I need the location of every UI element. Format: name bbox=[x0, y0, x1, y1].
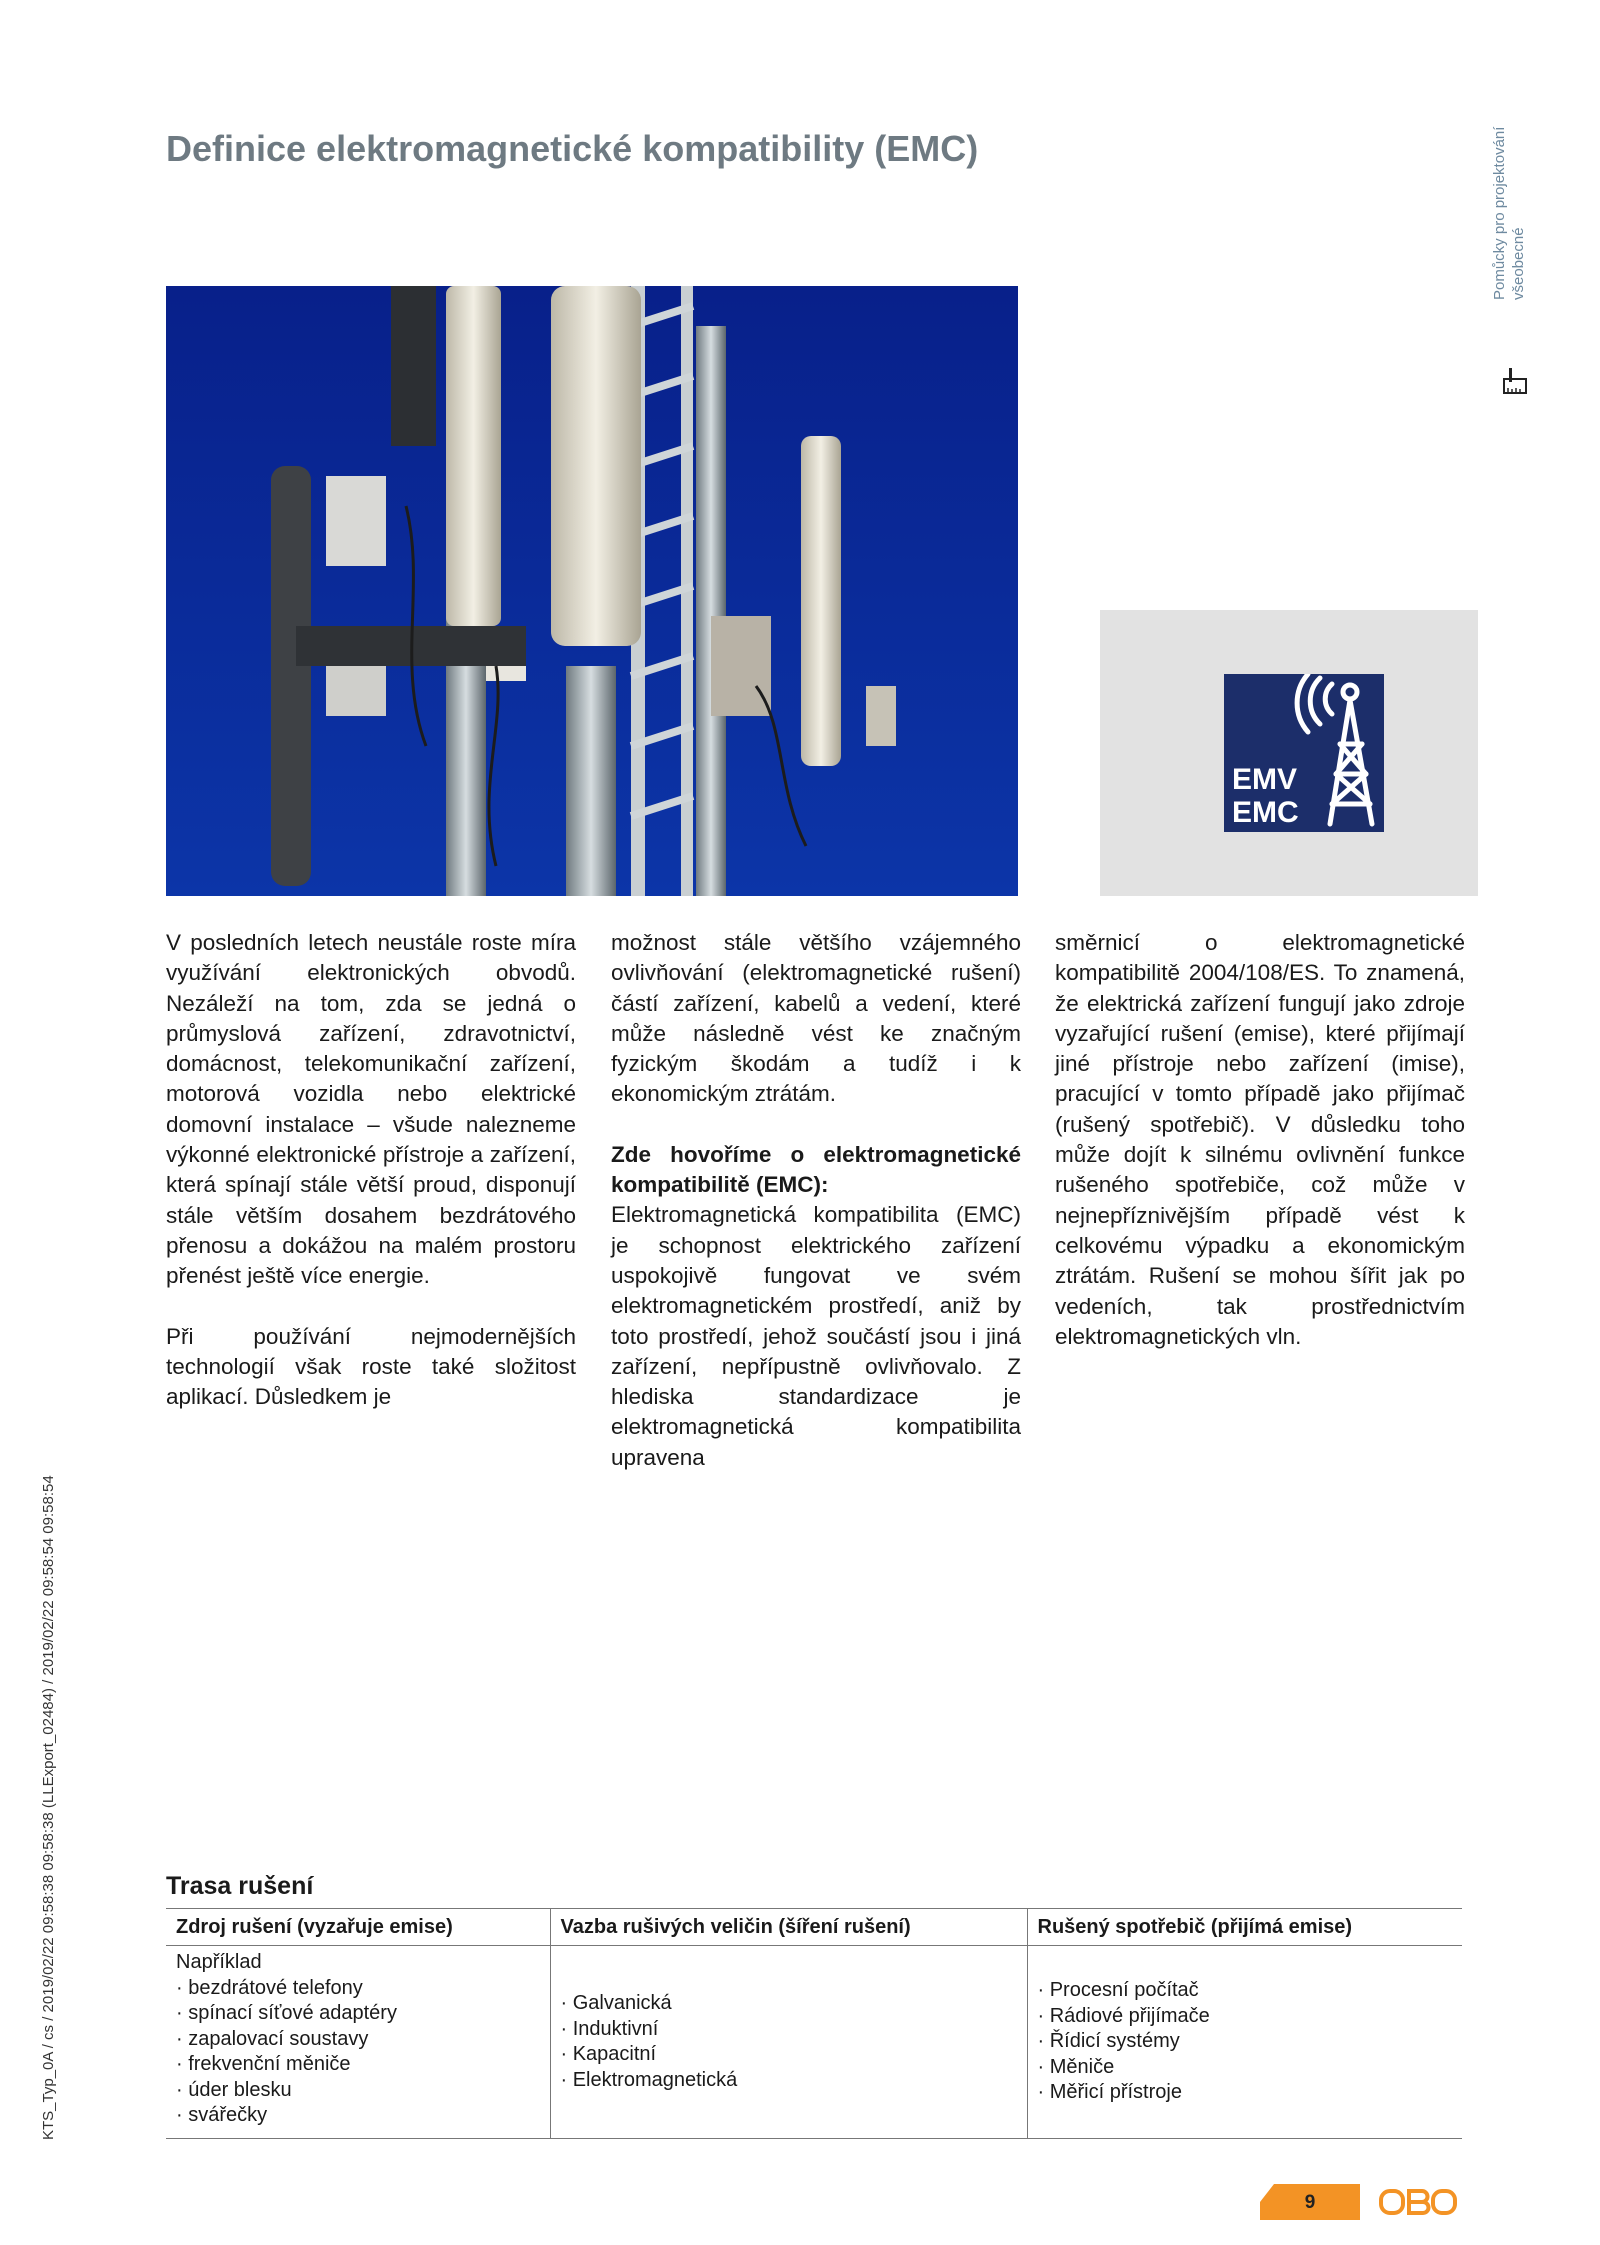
emc-symbol-panel bbox=[1100, 610, 1478, 896]
ruler-tools-icon bbox=[1500, 366, 1528, 396]
list-item: · bezdrátové telefony bbox=[176, 1976, 540, 2002]
paragraph: směrnicí o elektromagnetické kompatibilitě 2004/108/ES. To znamená, že elektrická zařízení fungují jako zdroje vyzařující rušení (emise), které přijímají jiné přístroje nebo zařízení (imise), pracující v tomto případě jako přijímač (rušený spotřebič). V důsledku toho může dojít k silnému ovlivnění funkce rušeného spotřebiče, což může v nejnepříznivějším případě vést k celkovému výpadku a ekonomickým ztrátám. Rušení se mohou šířit jak po vedeních, tak prostřednictvím elektromagnetických vln. bbox=[1055, 930, 1465, 1349]
paragraph: Při používání nejmodernějších technologií však roste také složitost aplikací. Důsledkem je bbox=[166, 1323, 576, 1410]
table-cell bbox=[166, 1946, 550, 2139]
interference-route-table bbox=[166, 1908, 1462, 2139]
page-number: 9 bbox=[1304, 2192, 1316, 2213]
document-meta-vertical: KTS_Typ_0A / cs / 2019/02/22 09:58:38 09:58:38 (LLExport_02484) / 2019/02/22 09:58:54 09:58:54 bbox=[40, 1475, 57, 2140]
page-title: Definice elektromagnetické kompatibility (EMC) bbox=[166, 128, 979, 169]
table-header-row bbox=[166, 1909, 1462, 1946]
list-item: · úder blesku bbox=[176, 2078, 540, 2104]
column-header: Rušený spotřebič (přijímá emise) bbox=[1027, 1909, 1462, 1946]
list-item: · Kapacitní bbox=[561, 2042, 1017, 2068]
list-item: · Elektromagnetická bbox=[561, 2068, 1017, 2094]
emc-label: EMC bbox=[1232, 796, 1299, 829]
cell-intro: Například bbox=[176, 1951, 262, 1973]
cell-tower-photo bbox=[166, 286, 1018, 896]
page-number-tab bbox=[1260, 2184, 1360, 2220]
side-section-label bbox=[1490, 120, 1550, 300]
side-label-line2: všeobecné bbox=[1510, 227, 1527, 300]
paragraph: možnost stále většího vzájemného ovlivňování (elektromagnetické rušení) částí zařízení, kabelů a vedení, které může následně vést ke značným fyzickým škodám a tudíž i k ekonomickým ztrátám. bbox=[611, 930, 1021, 1107]
radio-tower-icon bbox=[1224, 674, 1384, 832]
table-title: Trasa rušení bbox=[166, 1872, 314, 1900]
list-item: · Induktivní bbox=[561, 2017, 1017, 2043]
column-header: Zdroj rušení (vyzařuje emise) bbox=[166, 1909, 550, 1946]
text-column-3 bbox=[1055, 928, 1465, 1352]
text-column-1 bbox=[166, 928, 576, 1412]
column-header: Vazba rušivých veličin (šíření rušení) bbox=[550, 1909, 1027, 1946]
list-item: · Měřicí přístroje bbox=[1038, 2080, 1453, 2106]
list-item: · Procesní počítač bbox=[1038, 1978, 1453, 2004]
paragraph: V posledních letech neustále roste míra využívání elektronických obvodů. Nezáleží na tom, zda se jedná o průmyslová zařízení, zdravotnictví, domácnost, telekomunikační zařízení, motorová vozidla nebo elektrické domovní instalace – všude nalezneme výkonné elektronické přístroje a zařízení, která spínají stále větší proud, disponují stále větším dosahem bezdrátového přenosu a dokážou na malém prostoru přenést ještě více energie. bbox=[166, 930, 576, 1289]
table-row bbox=[166, 1946, 1462, 2139]
paragraph: Elektromagnetická kompatibilita (EMC) je schopnost elektrického zařízení uspokojivě fungovat ve svém elektromagnetickém prostředí, aniž by toto prostředí, jehož součástí jsou i jiná zařízení, nepřípustně ovlivňovalo. Z hlediska standardizace je elektromagnetická kompatibilita upravena bbox=[611, 1202, 1021, 1470]
list-item: · spínací síťové adaptéry bbox=[176, 2001, 540, 2027]
list-item: · Rádiové přijímače bbox=[1038, 2004, 1453, 2030]
list-item: · Měniče bbox=[1038, 2055, 1453, 2081]
text-column-2 bbox=[611, 928, 1021, 1473]
list-item: · frekvenční měniče bbox=[176, 2052, 540, 2078]
obo-logo bbox=[1378, 2186, 1458, 2218]
list-item: · svářečky bbox=[176, 2103, 540, 2129]
section-heading: Zde hovoříme o elektromagnetické kompatibilitě (EMC): bbox=[611, 1141, 1021, 1198]
table-cell bbox=[1027, 1946, 1462, 2139]
list-item: · zapalovací soustavy bbox=[176, 2027, 540, 2053]
table-cell bbox=[550, 1946, 1027, 2139]
side-label-line1: Pomůcky pro projektování bbox=[1491, 126, 1508, 300]
emv-label: EMV bbox=[1232, 763, 1298, 796]
list-item: · Řídicí systémy bbox=[1038, 2029, 1453, 2055]
list-item: · Galvanická bbox=[561, 1991, 1017, 2017]
